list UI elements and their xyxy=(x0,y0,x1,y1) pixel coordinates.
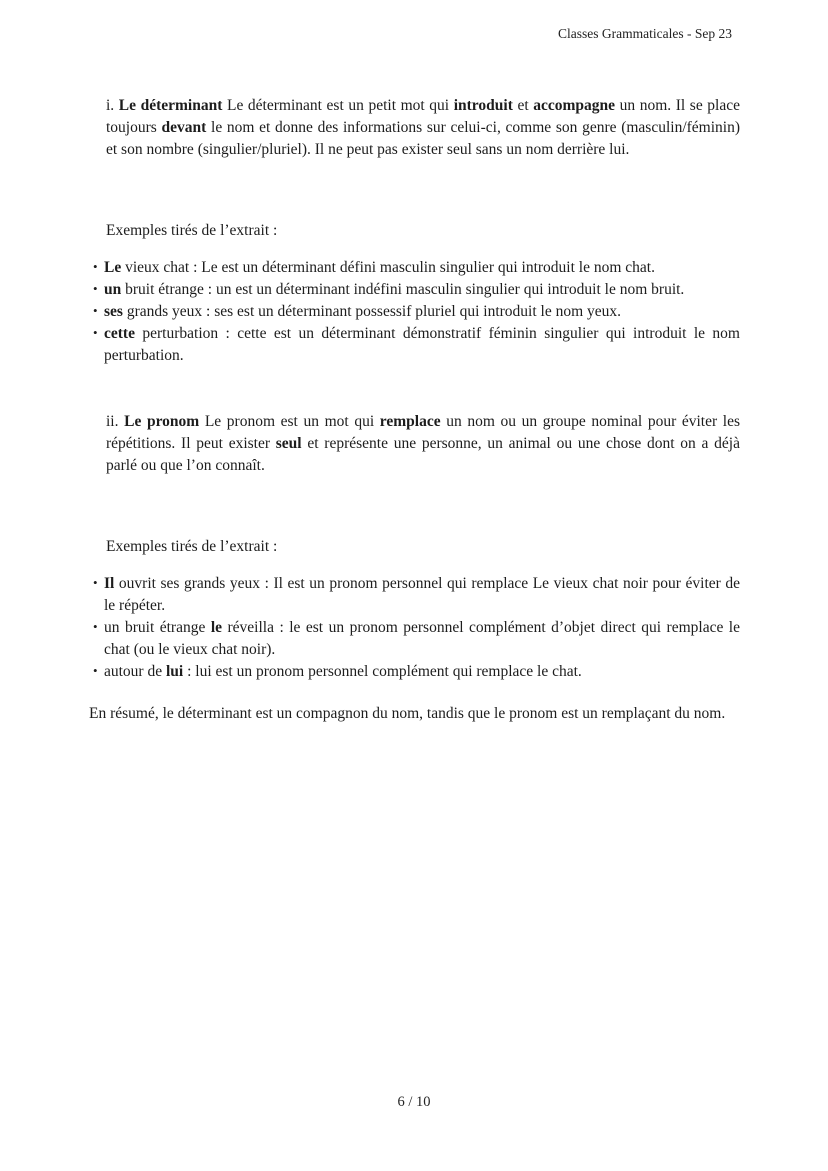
list-item-text: un bruit étrange : un est un déterminant indéfini masculin singulier qui introduit le nom bruit. xyxy=(104,281,685,298)
list-item-text: ses grands yeux : ses est un déterminant possessif pluriel qui introduit le nom yeux. xyxy=(104,303,622,320)
examples-label: Exemples tirés de l’extrait : xyxy=(106,538,278,555)
list-item xyxy=(89,323,740,367)
list-item-text: un bruit étrange le réveilla : le est un pronom personnel complément d’objet direct qui remplace le chat (ou le vieux chat noir). xyxy=(104,619,740,658)
bullet-dot-icon: • xyxy=(93,303,98,318)
list-item xyxy=(89,661,740,683)
document-header xyxy=(558,26,732,42)
list-item-text: cette perturbation : cette est un déterminant démonstratif féminin singulier qui introduit le nom perturbation. xyxy=(104,325,740,364)
list-item xyxy=(89,257,740,279)
bullet-dot-icon: • xyxy=(93,325,98,340)
section-determinant xyxy=(89,95,740,367)
bullet-dot-icon: • xyxy=(93,575,98,590)
list-item xyxy=(89,279,740,301)
list-item-text: Il ouvrit ses grands yeux : Il est un pronom personnel qui remplace Le vieux chat noir pour éviter de le répéter. xyxy=(104,575,740,614)
page-footer xyxy=(0,1094,828,1111)
list-item xyxy=(89,301,740,323)
bullet-dot-icon: • xyxy=(93,281,98,296)
page-number: 6 / 10 xyxy=(397,1094,431,1110)
section-pronom xyxy=(89,411,740,683)
examples-list-determinant xyxy=(89,257,740,367)
list-item xyxy=(89,573,740,617)
bullet-dot-icon: • xyxy=(93,259,98,274)
list-item xyxy=(89,617,740,661)
document-content xyxy=(89,95,740,725)
list-item-text: autour de lui : lui est un pronom personnel complément qui remplace le chat. xyxy=(104,663,582,680)
bullet-dot-icon: • xyxy=(93,663,98,678)
list-item-text: Le vieux chat : Le est un déterminant défini masculin singulier qui introduit le nom chat. xyxy=(104,259,655,276)
header-title: Classes Grammaticales - Sep 23 xyxy=(558,26,732,41)
summary-paragraph: En résumé, le déterminant est un compagnon du nom, tandis que le pronom est un remplaçant du nom. xyxy=(89,705,726,722)
bullet-dot-icon: • xyxy=(93,619,98,634)
intro-paragraph-pronom: ii. Le pronom Le pronom est un mot qui remplace un nom ou un groupe nominal pour éviter les répétitions. Il peut exister seul et représente une personne, un animal ou une chose dont on a déjà parlé ou que l’on connaît. xyxy=(106,413,740,474)
examples-list-pronom xyxy=(89,573,740,683)
examples-label: Exemples tirés de l’extrait : xyxy=(106,222,278,239)
intro-paragraph-determinant: i. Le déterminant Le déterminant est un petit mot qui introduit et accompagne un nom. Il se place toujours devant le nom et donne des informations sur celui-ci, comme son genre (masculin/féminin) et son nombre (singulier/pluriel). Il ne peut pas exister seul sans un nom derrière lui. xyxy=(106,97,741,158)
